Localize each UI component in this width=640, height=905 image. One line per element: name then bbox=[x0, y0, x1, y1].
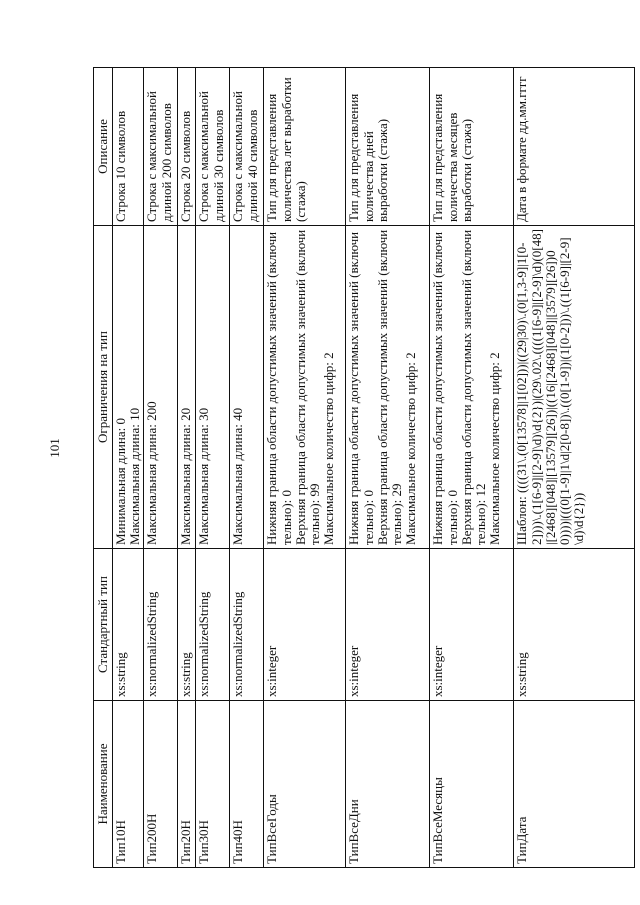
type-name-cell: ТипДата bbox=[514, 701, 635, 868]
constraint-line: Максимальная длина: 10 bbox=[127, 407, 143, 545]
header-standard-type: Стандартный тип bbox=[94, 549, 113, 701]
header-description: Описание bbox=[94, 68, 113, 226]
description-cell: Строка 20 символов bbox=[178, 68, 196, 226]
table-row bbox=[430, 68, 514, 868]
constraints-cell bbox=[346, 226, 430, 549]
standard-type-cell: xs:string bbox=[178, 549, 196, 701]
description-cell: Строка с максимальной длиной 40 символов bbox=[230, 68, 264, 226]
types-table bbox=[93, 67, 635, 868]
constraint-line: Нижняя граница области допустимых значений (включительно): 0 bbox=[264, 231, 294, 545]
header-name: Наименование bbox=[94, 701, 113, 868]
table-row bbox=[514, 68, 635, 868]
constraint-line: Минимальная длина: 0 bbox=[113, 418, 128, 545]
type-name-cell: Тип30Н bbox=[196, 701, 230, 868]
constraint-line: Максимальная длина: 200 bbox=[144, 401, 160, 545]
description-cell: Тип для представления количества дней выработки (стажа) bbox=[346, 68, 430, 226]
header-constraints: Ограничения на тип bbox=[94, 226, 113, 549]
constraint-line: Максимальное количество цифр: 2 bbox=[321, 352, 337, 545]
constraints-cell bbox=[113, 226, 144, 549]
constraint-line: Максимальная длина: 30 bbox=[196, 407, 212, 545]
page-number: 101 bbox=[47, 438, 62, 458]
type-name-cell: Тип40Н bbox=[230, 701, 264, 868]
standard-type-cell: xs:integer bbox=[264, 549, 346, 701]
description-cell: Строка с максимальной длиной 200 символов bbox=[144, 68, 178, 226]
type-name-cell: Тип10Н bbox=[113, 701, 144, 868]
type-name-cell: ТипВсеМесяцы bbox=[430, 701, 514, 868]
table-row bbox=[264, 68, 346, 868]
constraint-line: Нижняя граница области допустимых значений (включительно): 0 bbox=[430, 231, 460, 545]
rotated-table-container bbox=[93, 68, 635, 868]
standard-type-cell: xs:integer bbox=[346, 549, 430, 701]
constraints-cell bbox=[196, 226, 230, 549]
constraint-line: Нижняя граница области допустимых значений (включительно): 0 bbox=[346, 231, 376, 545]
constraint-line: Верхняя граница области допустимых значений (включительно): 29 bbox=[374, 229, 405, 545]
table-header-row bbox=[94, 68, 113, 868]
table-row bbox=[230, 68, 264, 868]
constraint-line: Шаблон: ((((31\.(0[13578]|1[02]))|((29|30)\.(0[1,3-9]|1[0-2])))\.(1[6-9]|[2-9]\d)\d{2})|(29\.02\.((((1[6-9]|[2-9]\d)(0[48]|[2468][048]|[13579][26])|((16|[2468][048]|[3579][26])00))))|(((0[1-9]|1\d|2[0-8])\.((0[1-9])|(1[0-2]))\.((1[6-9]|[2-9]\d)\d{2})) bbox=[514, 229, 587, 545]
table-row bbox=[178, 68, 196, 868]
constraint-line: Максимальное количество цифр: 2 bbox=[403, 352, 419, 545]
constraints-cell bbox=[514, 226, 635, 549]
description-cell: Тип для представления количества месяцев выработки (стажа) bbox=[430, 68, 514, 226]
constraints-cell bbox=[230, 226, 264, 549]
table-row bbox=[113, 68, 144, 868]
table-row bbox=[196, 68, 230, 868]
standard-type-cell: xs:normalizedString bbox=[196, 549, 230, 701]
standard-type-cell: xs:normalizedString bbox=[230, 549, 264, 701]
constraints-cell bbox=[178, 226, 196, 549]
table-row bbox=[144, 68, 178, 868]
type-name-cell: ТипВсеГоды bbox=[264, 701, 346, 868]
constraint-line: Максимальная длина: 40 bbox=[230, 407, 246, 545]
constraint-line: Максимальное количество цифр: 2 bbox=[487, 352, 503, 545]
description-cell: Дата в формате дд.мм.гггг bbox=[514, 68, 635, 226]
standard-type-cell: xs:integer bbox=[430, 549, 514, 701]
description-cell: Строка 10 символов bbox=[113, 68, 144, 226]
type-name-cell: Тип20Н bbox=[178, 701, 196, 868]
constraint-line: Верхняя граница области допустимых значений (включительно): 99 bbox=[292, 229, 323, 545]
constraint-line: Верхняя граница области допустимых значений (включительно): 12 bbox=[458, 229, 489, 545]
type-name-cell: Тип200Н bbox=[144, 701, 178, 868]
standard-type-cell: xs:normalizedString bbox=[144, 549, 178, 701]
constraints-cell bbox=[144, 226, 178, 549]
constraints-cell bbox=[264, 226, 346, 549]
description-cell: Строка с максимальной длиной 30 символов bbox=[196, 68, 230, 226]
constraints-cell bbox=[430, 226, 514, 549]
description-cell: Тип для представления количества лет выработки (стажа) bbox=[264, 68, 346, 226]
constraint-line: Максимальная длина: 20 bbox=[178, 407, 194, 545]
table-row bbox=[346, 68, 430, 868]
type-name-cell: ТипВсеДни bbox=[346, 701, 430, 868]
standard-type-cell: xs:string bbox=[113, 549, 144, 701]
standard-type-cell: xs:string bbox=[514, 549, 635, 701]
